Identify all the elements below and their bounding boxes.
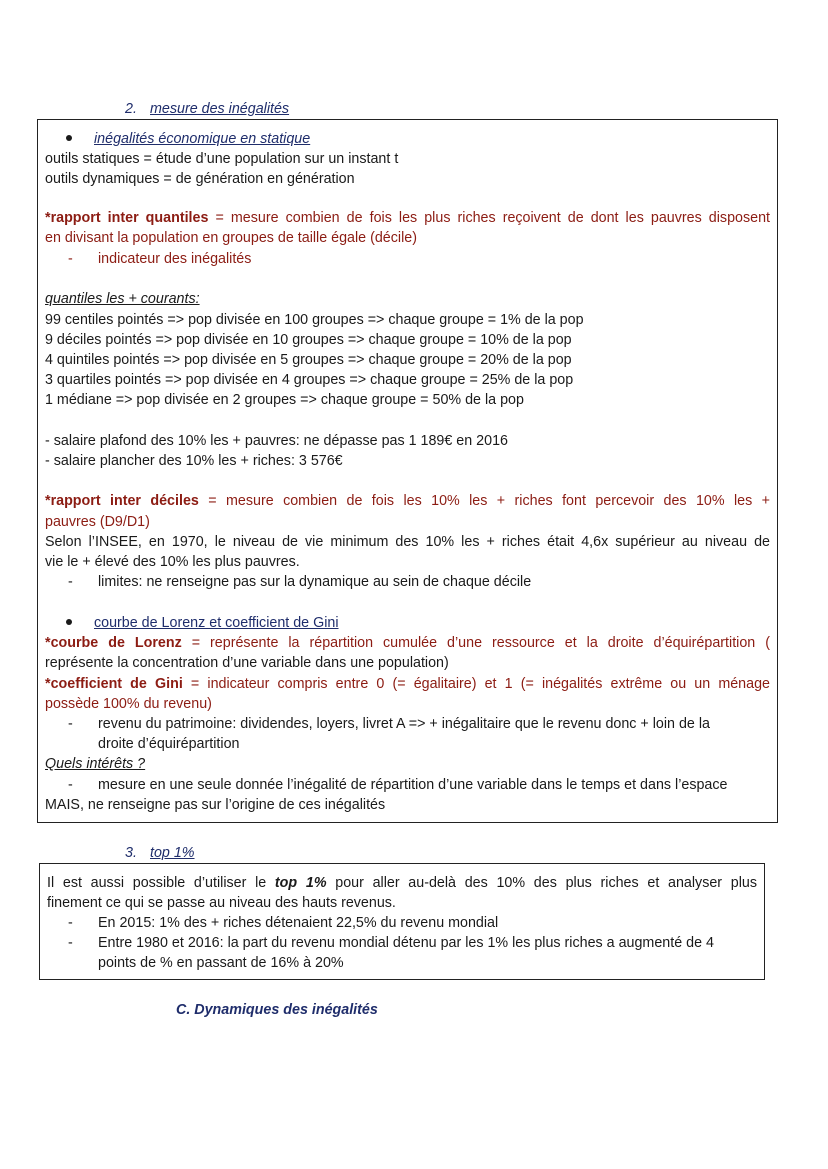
lorenz-def1: = représente la répartition cumulée d’une ressource et la droite d’équirépartition (	[181, 635, 770, 651]
limites-item	[68, 572, 531, 592]
patrimoine-item	[68, 714, 770, 734]
quantiles-heading	[45, 289, 200, 309]
bullet-lorenz-label: courbe de Lorenz et coefficient de Gini	[94, 615, 339, 631]
gini-def1: = indicateur compris entre 0 (= égalitaire) et 1 (= inégalités extrême ou un ménage	[182, 676, 770, 692]
dash-icon: -	[68, 915, 73, 931]
interets-heading-text: Quels intérêts ?	[45, 756, 146, 772]
top1-intro-a: Il est aussi possible d’utiliser le	[47, 875, 275, 891]
rapport-quantiles-line1	[45, 208, 770, 228]
top1-item-1	[68, 913, 498, 933]
dash-icon: -	[68, 716, 73, 732]
section-2-box	[37, 119, 778, 823]
section-3-title-text: top 1%	[150, 845, 195, 861]
section-2-number: 2.	[125, 101, 137, 117]
rapport-quantiles-def1: = mesure combien de fois les plus riches reçoivent de dont les pauvres disposent	[208, 210, 770, 226]
dash-icon: -	[68, 935, 73, 951]
top1-intro-line-2: finement ce qui se passe au niveau des hauts revenus.	[47, 895, 396, 911]
top1-intro-b: pour aller au-delà des 10% des plus riches et analyser plus	[326, 875, 757, 891]
bullet-static-label: inégalités économique en statique	[94, 131, 311, 147]
rapport-deciles-line2: pauvres (D9/D1)	[45, 514, 150, 530]
gini-line-2: possède 100% du revenu)	[45, 696, 212, 712]
quantile-line-5: 1 médiane => pop divisée en 2 groupes => chaque groupe = 50% de la pop	[45, 392, 524, 408]
rapport-deciles-term: *rapport inter déciles	[45, 493, 199, 509]
static-tools-line: outils statiques = étude d’une population sur un instant t	[45, 151, 399, 167]
top1-item-1-text: En 2015: 1% des + riches détenaient 22,5% du revenu mondial	[98, 915, 499, 931]
dynamic-tools-line: outils dynamiques = de génération en génération	[45, 171, 355, 187]
bullet-static	[66, 129, 310, 149]
dash-icon: -	[68, 251, 73, 267]
rapport-quantiles-line2: en divisant la population en groupes de taille égale (décile)	[45, 230, 417, 246]
bullet-icon	[66, 619, 72, 625]
quantile-line-2: 9 déciles pointés => pop divisée en 10 groupes => chaque groupe = 10% de la pop	[45, 332, 572, 348]
top1-item-2	[68, 933, 714, 953]
insee-line-1: Selon l’INSEE, en 1970, le niveau de vie minimum des 10% les + riches était 4,6x supérieur au niveau de	[45, 534, 770, 550]
section-3-number: 3.	[125, 845, 137, 861]
quantile-line-3: 4 quintiles pointés => pop divisée en 5 groupes => chaque groupe = 20% de la pop	[45, 352, 572, 368]
bullet-lorenz	[66, 613, 339, 633]
top1-intro-bold: top 1%	[274, 875, 327, 891]
interets-heading	[45, 754, 145, 774]
insee-line-2: vie le + élevé des 10% les plus pauvres.	[45, 554, 300, 570]
section-c-title: C. Dynamiques des inégalités	[176, 1002, 378, 1018]
top1-intro-line-1	[47, 873, 757, 893]
gini-line-1	[45, 674, 770, 694]
quantile-line-1: 99 centiles pointés => pop divisée en 100 groupes => chaque groupe = 1% de la pop	[45, 312, 584, 328]
salaire-line-2: - salaire plancher des 10% les + riches: 3 576€	[45, 453, 343, 469]
lorenz-line-1	[45, 633, 770, 653]
interets-text-2: MAIS, ne renseigne pas sur l’origine de ces inégalités	[45, 797, 386, 813]
interets-text-1: mesure en une seule donnée l’inégalité de répartition d’une variable dans le temps et dans l’espace	[98, 777, 728, 793]
rapport-deciles-def1: = mesure combien de fois les 10% les + riches font percevoir des 10% les +	[198, 493, 770, 509]
section-2-title-text: mesure des inégalités	[150, 101, 290, 117]
quantiles-heading-text: quantiles les + courants:	[45, 291, 200, 307]
interets-item	[68, 775, 727, 795]
indicateur-item	[68, 249, 251, 269]
patrimoine-text-1: revenu du patrimoine: dividendes, loyers, livret A => + inégalitaire que le revenu donc + loin de la	[98, 716, 710, 732]
section-3-title	[125, 845, 195, 861]
salaire-line-1: - salaire plafond des 10% les + pauvres: ne dépasse pas 1 189€ en 2016	[45, 433, 508, 449]
top1-item-2-text: Entre 1980 et 2016: la part du revenu mondial détenu par les 1% les plus riches a augmenté de 4	[98, 935, 714, 951]
rapport-quantiles-term: *rapport inter quantiles	[45, 210, 209, 226]
dash-icon: -	[68, 777, 73, 793]
dash-icon: -	[68, 574, 73, 590]
section-2-title	[125, 101, 289, 117]
quantile-line-4: 3 quartiles pointés => pop divisée en 4 groupes => chaque groupe = 25% de la pop	[45, 372, 574, 388]
gini-term: *coefficient de Gini	[45, 676, 183, 692]
top1-item-2-cont: points de % en passant de 16% à 20%	[98, 955, 344, 971]
lorenz-term: *courbe de Lorenz	[45, 635, 182, 651]
rapport-deciles-line1	[45, 491, 770, 511]
bullet-icon	[66, 135, 72, 141]
indicateur-text: indicateur des inégalités	[98, 251, 252, 267]
lorenz-line-2: représente la concentration d’une variable dans une population)	[45, 655, 449, 671]
patrimoine-text-2: droite d’équirépartition	[98, 736, 240, 752]
limites-text: limites: ne renseigne pas sur la dynamique au sein de chaque décile	[98, 574, 532, 590]
section-3-box	[39, 863, 765, 980]
